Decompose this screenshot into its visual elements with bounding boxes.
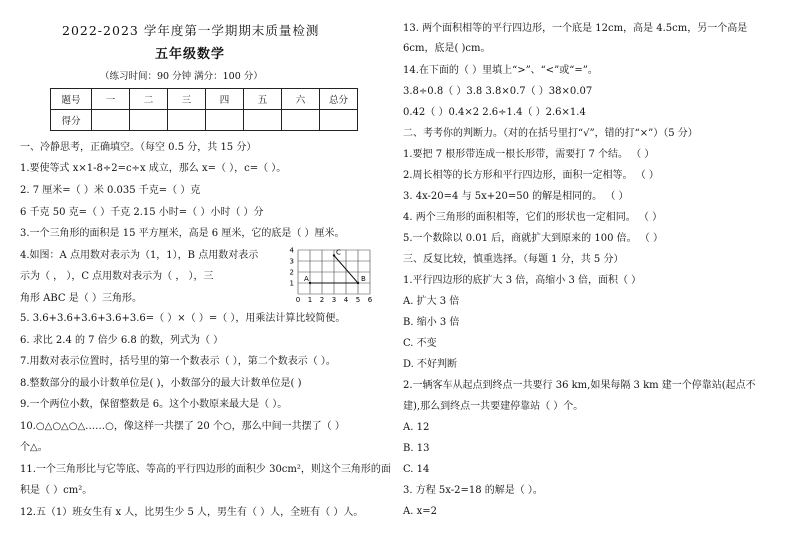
left-line: 10.○△○△○△……○，像这样一共摆了 20 个○，那么中间一共摆了（ ）: [20, 421, 345, 432]
left-line: 1.要使等式 x×1-8÷2=c÷x 成立，那么 x=（ ），c=（ ）。: [20, 163, 287, 174]
right-line: 3.8÷0.8（ ）3.8 3.8×0.7（ ）38×0.07: [403, 86, 593, 97]
left-line: 个△。: [20, 442, 48, 453]
table-cell: 总分: [320, 89, 358, 110]
x-tick-label: 6: [367, 296, 373, 302]
table-cell: 四: [206, 89, 244, 110]
table-cell: 一: [92, 89, 130, 110]
exam-subject: 五年级数学: [155, 47, 226, 62]
score-input-cell[interactable]: [206, 110, 244, 131]
right-line: 3. 方程 5x-2=18 的解是（ ）。: [403, 485, 543, 496]
score-input-cell[interactable]: [282, 110, 320, 131]
right-line: 13. 两个面积相等的平行四边形，一个底是 12cm，高是 4.5cm，另一个高是: [403, 23, 748, 34]
right-line: A. 12: [403, 422, 430, 433]
table-cell: 三: [168, 89, 206, 110]
left-line: 11.一个三角形比与它等底、等高的平行四边形的面积少 30cm²，则这个三角形的面: [20, 464, 391, 475]
right-line: 3. 4x-20=4 与 5x+20=50 的解是相同的。 （ ）: [403, 191, 629, 202]
left-line: 一、冷静思考，正确填空。（每空 0.5 分，共 15 分）: [20, 142, 257, 153]
left-line: 示为（ ， ），C 点用数对表示为（ ， ），三: [20, 271, 214, 282]
x-tick-label: 3: [331, 296, 337, 302]
left-line: 2. 7 厘米=（ ）米 0.035 千克=（ ）克: [20, 185, 201, 196]
point-a: [309, 282, 311, 284]
table-row: [51, 110, 358, 131]
exam-title: 2022-2023 学年度第一学期期末质量检测: [62, 23, 320, 38]
table-cell: 得分: [51, 110, 92, 131]
left-line: 6. 求比 2.4 的 7 倍少 6.8 的数，列式为（ ）: [20, 335, 224, 346]
left-line: 4.如图：A 点用数对表示为（1，1），B 点用数对表示: [20, 250, 259, 261]
point-label: A: [304, 275, 309, 283]
y-tick-label: 2: [289, 268, 294, 277]
score-input-cell[interactable]: [92, 110, 130, 131]
score-input-cell[interactable]: [130, 110, 168, 131]
right-line: D. 不好判断: [403, 359, 458, 370]
left-line: 3.一个三角形的面积是 15 平方厘米，高是 6 厘米，它的底是（ ）厘米。: [20, 228, 345, 239]
left-line: 角形 ABC 是（ ）三角形。: [20, 293, 142, 304]
right-line: B. 13: [403, 443, 430, 454]
point-c: [333, 254, 335, 256]
right-line: 14.在下面的（ ）里填上“>”、“<”或“=”。: [403, 65, 598, 76]
point-label: B: [361, 275, 366, 283]
y-tick-label: 1: [289, 279, 294, 288]
right-line: 建),那么到终点一共要建停靠站（ ）个。: [403, 401, 584, 412]
x-tick-label: 0: [295, 296, 301, 302]
right-line: B. 缩小 3 倍: [403, 317, 460, 328]
right-line: 2.一辆客车从起点到终点一共要行 36 km,如果每隔 3 km 建一个停靠站(起点不: [403, 380, 756, 391]
right-line: 2.周长相等的长方形和平行四边形，面积一定相等。 （ ）: [403, 170, 659, 181]
score-input-cell[interactable]: [244, 110, 282, 131]
score-input-cell[interactable]: [320, 110, 358, 131]
coordinate-grid-figure: [286, 242, 386, 302]
table-cell: 六: [282, 89, 320, 110]
right-line: 1.要把 7 根形带连成一根长形带，需要打 7 个结。 （ ）: [403, 149, 655, 160]
point-label: C: [336, 248, 341, 257]
right-line: A. 扩大 3 倍: [403, 296, 460, 307]
left-line: 8.整数部分的最小计数单位是( )，小数部分的最大计数单位是( ): [20, 378, 302, 389]
right-line: 三、反复比较，慎重选择。（每题 1 分，共 5 分）: [403, 254, 624, 265]
x-tick-label: 2: [319, 296, 325, 302]
x-tick-label: 1: [307, 296, 313, 302]
exam-info: （练习时间：90 分钟 满分：100 分）: [100, 71, 263, 82]
right-line: 6cm，底是( )cm。: [403, 43, 491, 54]
right-line: C. 不变: [403, 338, 437, 349]
point-b: [357, 282, 359, 284]
table-row: [51, 89, 358, 110]
right-line: C. 14: [403, 464, 430, 475]
score-table: [50, 88, 358, 131]
table-cell: 五: [244, 89, 282, 110]
y-tick-label: 4: [289, 246, 294, 255]
x-tick-label: 4: [343, 296, 349, 302]
right-line: 4. 两个三角形的面积相等，它们的形状也一定相同。 （ ）: [403, 212, 663, 223]
left-line: 6 千克 50 克=（ ）千克 2.15 小时=（ ）小时（ ）分: [20, 207, 264, 218]
right-line: 二、考考你的判断力。（对的在括号里打“√”，错的打“×”）（5 分）: [403, 128, 698, 139]
left-line: 12.五（1）班女生有 x 人，比男生少 5 人，男生有（ ）人，全班有（ ）人。: [20, 507, 364, 518]
table-cell: 二: [130, 89, 168, 110]
right-line: A. x=2: [403, 506, 437, 517]
right-line: 1.平行四边形的底扩大 3 倍，高缩小 3 倍，面积（ ）: [403, 275, 642, 286]
x-tick-label: 5: [355, 296, 361, 302]
table-cell: 题号: [51, 89, 92, 110]
left-line: 7.用数对表示位置时，括号里的第一个数表示（ ），第二个数表示（ ）。: [20, 356, 336, 367]
left-line: 9.一个两位小数，保留整数是 6。这个小数原来最大是（ ）。: [20, 399, 288, 410]
y-tick-label: 3: [289, 257, 294, 266]
score-input-cell[interactable]: [168, 110, 206, 131]
left-line: 5. 3.6+3.6+3.6+3.6+3.6=（ ）×（ ）=（ ），用乘法计算比较简便。: [20, 313, 346, 324]
right-line: 5.一个数除以 0.01 后，商就扩大到原来的 100 倍。 （ ）: [403, 233, 663, 244]
right-line: 0.42（ ）0.4×2 2.6÷1.4（ ）2.6×1.4: [403, 107, 586, 118]
left-line: 积是（ ）cm²。: [20, 485, 93, 496]
